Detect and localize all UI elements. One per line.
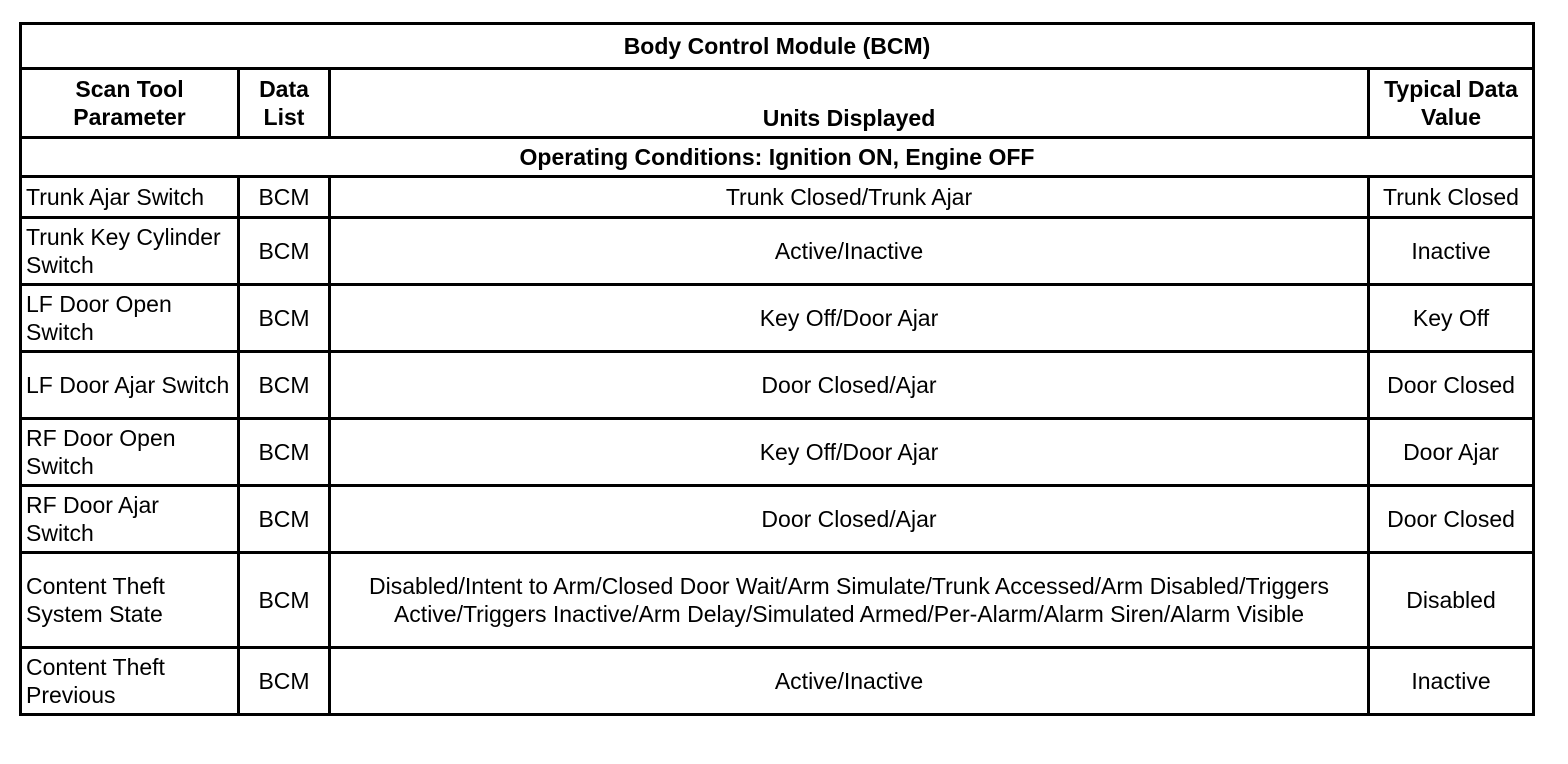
data-list-cell: BCM [239, 419, 330, 486]
header-units: Units Displayed [330, 69, 1369, 138]
typical-value-cell: Disabled [1369, 553, 1534, 648]
units-cell: Active/Inactive [330, 648, 1369, 715]
header-typical-value: Typical Data Value [1369, 69, 1534, 138]
table-row [21, 648, 1534, 715]
typical-value-cell: Door Ajar [1369, 419, 1534, 486]
table-row [21, 553, 1534, 648]
table-row [21, 419, 1534, 486]
header-parameter: Scan Tool Parameter [21, 69, 239, 138]
typical-value-cell: Door Closed [1369, 352, 1534, 419]
data-list-cell: BCM [239, 285, 330, 352]
parameter-cell: Trunk Ajar Switch [21, 177, 239, 218]
typical-value-cell: Key Off [1369, 285, 1534, 352]
data-list-cell: BCM [239, 177, 330, 218]
units-cell: Door Closed/Ajar [330, 352, 1369, 419]
table-row [21, 486, 1534, 553]
data-list-cell: BCM [239, 218, 330, 285]
units-cell: Key Off/Door Ajar [330, 419, 1369, 486]
typical-value-cell: Inactive [1369, 648, 1534, 715]
units-cell: Key Off/Door Ajar [330, 285, 1369, 352]
parameter-cell: RF Door Open Switch [21, 419, 239, 486]
parameter-cell: Content Theft Previous [21, 648, 239, 715]
typical-value-cell: Inactive [1369, 218, 1534, 285]
data-list-cell: BCM [239, 486, 330, 553]
units-cell: Door Closed/Ajar [330, 486, 1369, 553]
table-title: Body Control Module (BCM) [21, 24, 1534, 69]
header-row [21, 69, 1534, 138]
condition-row [21, 138, 1534, 177]
typical-value-cell: Door Closed [1369, 486, 1534, 553]
table-row [21, 285, 1534, 352]
data-list-cell: BCM [239, 648, 330, 715]
bcm-data-table [19, 22, 1535, 716]
table-row [21, 218, 1534, 285]
typical-value-cell: Trunk Closed [1369, 177, 1534, 218]
data-list-cell: BCM [239, 352, 330, 419]
title-row [21, 24, 1534, 69]
table-row [21, 177, 1534, 218]
header-data-list: Data List [239, 69, 330, 138]
parameter-cell: Content Theft System State [21, 553, 239, 648]
operating-conditions: Operating Conditions: Ignition ON, Engine OFF [21, 138, 1534, 177]
table-row [21, 352, 1534, 419]
units-cell: Trunk Closed/Trunk Ajar [330, 177, 1369, 218]
units-cell: Active/Inactive [330, 218, 1369, 285]
data-list-cell: BCM [239, 553, 330, 648]
parameter-cell: Trunk Key Cylinder Switch [21, 218, 239, 285]
parameter-cell: LF Door Open Switch [21, 285, 239, 352]
parameter-cell: RF Door Ajar Switch [21, 486, 239, 553]
parameter-cell: LF Door Ajar Switch [21, 352, 239, 419]
units-cell: Disabled/Intent to Arm/Closed Door Wait/Arm Simulate/Trunk Accessed/Arm Disabled/Triggers Active/Triggers Inactive/Arm Delay/Simulated Armed/Per-Alarm/Alarm Siren/Alarm Visible [330, 553, 1369, 648]
